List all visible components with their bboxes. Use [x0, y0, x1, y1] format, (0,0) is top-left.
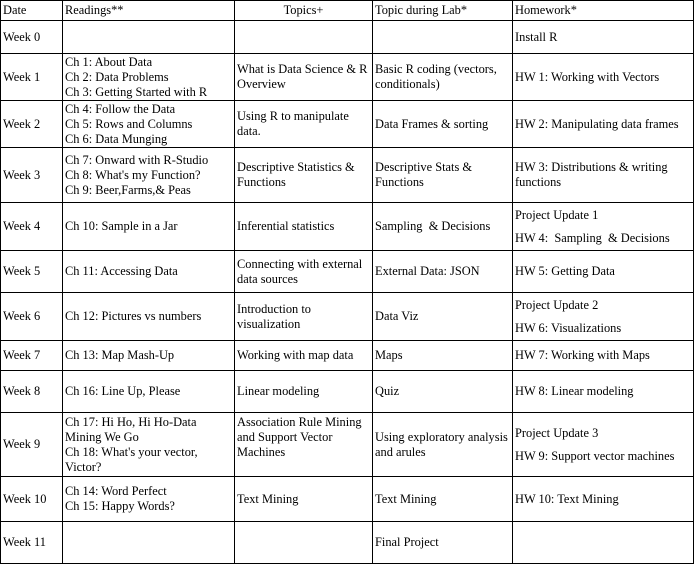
readings-cell — [63, 148, 235, 203]
lab-cell — [373, 21, 513, 54]
lab-text: Data Frames & sorting — [375, 116, 489, 131]
homework-cell — [513, 371, 694, 413]
topic-text: Descriptive Statistics & Functions — [237, 160, 355, 189]
readings-cell — [63, 203, 235, 251]
readings-cell — [63, 251, 235, 293]
topics-cell — [235, 293, 373, 341]
lab-cell — [373, 293, 513, 341]
homework-cell — [513, 203, 694, 251]
topics-cell — [235, 522, 373, 564]
lab-cell — [373, 371, 513, 413]
topics-cell — [235, 341, 373, 371]
topic-text: Inferential statistics — [237, 219, 335, 233]
homework-item: HW 10: Text Mining — [515, 491, 619, 506]
homework-cell — [513, 522, 694, 564]
homework-cell — [513, 101, 694, 148]
date-cell: Week 11 — [1, 522, 63, 564]
header-homework: Homework* — [513, 1, 694, 21]
lab-cell — [373, 413, 513, 477]
week-row — [1, 522, 694, 564]
lab-cell — [373, 101, 513, 148]
readings-cell — [63, 21, 235, 54]
lab-text: Basic R coding (vectors, conditionals) — [375, 62, 497, 91]
week-row — [1, 251, 694, 293]
date-cell: Week 5 — [1, 251, 63, 293]
lab-text: Maps — [375, 348, 403, 362]
homework-item: Project Update 1 — [515, 207, 599, 222]
week-row — [1, 413, 694, 477]
topic-text: What is Data Science & R Overview — [237, 62, 368, 91]
date-cell: Week 6 — [1, 293, 63, 341]
week-row — [1, 148, 694, 203]
reading-item: Ch 14: Word Perfect — [65, 484, 167, 498]
homework-item: HW 7: Working with Maps — [515, 348, 650, 362]
homework-item: HW 4: Sampling & Decisions — [515, 230, 670, 245]
week-row — [1, 54, 694, 101]
homework-item: Project Update 2 — [515, 297, 599, 312]
reading-item: Ch 3: Getting Started with R — [65, 84, 208, 99]
lab-text: Descriptive Stats & Functions — [375, 160, 473, 189]
reading-item: Ch 15: Happy Words? — [65, 499, 175, 513]
date-cell: Week 8 — [1, 371, 63, 413]
date-cell: Week 2 — [1, 101, 63, 148]
topic-text: Connecting with external data sources — [237, 256, 363, 286]
spacer — [515, 223, 691, 231]
topic-text: Working with map data — [237, 348, 354, 362]
homework-item: HW 8: Linear modeling — [515, 384, 634, 398]
lab-text: Text Mining — [375, 491, 437, 506]
lab-text: Final Project — [375, 535, 439, 549]
topic-text: Using R to manipulate data. — [237, 109, 349, 138]
topics-cell — [235, 54, 373, 101]
topic-text: Association Rule Mining and Support Vector Machines — [237, 415, 362, 459]
reading-item: Ch 9: Beer,Farms,& Peas — [65, 182, 191, 197]
reading-item: Ch 13: Map Mash-Up — [65, 348, 175, 362]
homework-item: HW 5: Getting Data — [515, 264, 615, 278]
week-row — [1, 477, 694, 522]
header-topics: Topics+ — [235, 1, 373, 21]
homework-cell — [513, 54, 694, 101]
lab-text: Sampling & Decisions — [375, 219, 491, 233]
reading-item: Ch 6: Data Munging — [65, 131, 168, 146]
lab-cell — [373, 477, 513, 522]
reading-item: Ch 5: Rows and Columns — [65, 116, 193, 131]
week-row — [1, 293, 694, 341]
week-row — [1, 101, 694, 148]
lab-text: Using exploratory analysis and arules — [375, 429, 508, 459]
homework-item: HW 1: Working with Vectors — [515, 69, 660, 84]
spacer — [515, 313, 691, 321]
topics-cell — [235, 148, 373, 203]
header-readings: Readings** — [63, 1, 235, 21]
reading-item: Ch 17: Hi Ho, Hi Ho-Data Mining We Go — [65, 414, 197, 444]
homework-item: HW 6: Visualizations — [515, 320, 622, 335]
week-row — [1, 371, 694, 413]
topic-text: Linear modeling — [237, 384, 320, 398]
topics-cell — [235, 21, 373, 54]
date-cell: Week 9 — [1, 413, 63, 477]
readings-cell — [63, 413, 235, 477]
reading-item: Ch 8: What's my Function? — [65, 167, 201, 182]
readings-cell — [63, 522, 235, 564]
lab-cell — [373, 251, 513, 293]
readings-cell — [63, 54, 235, 101]
lab-cell — [373, 341, 513, 371]
reading-item: Ch 11: Accessing Data — [65, 264, 178, 278]
readings-cell — [63, 341, 235, 371]
homework-item: Project Update 3 — [515, 425, 599, 440]
readings-cell — [63, 293, 235, 341]
homework-item: HW 3: Distributions & writing functions — [515, 160, 668, 189]
header-date: Date — [1, 1, 63, 21]
homework-cell — [513, 21, 694, 54]
readings-cell — [63, 477, 235, 522]
topics-cell — [235, 101, 373, 148]
reading-item: Ch 16: Line Up, Please — [65, 384, 181, 398]
date-cell: Week 10 — [1, 477, 63, 522]
date-cell: Week 3 — [1, 148, 63, 203]
reading-item: Ch 18: What's your vector, Victor? — [65, 444, 198, 474]
lab-text: External Data: JSON — [375, 264, 480, 278]
lab-cell — [373, 522, 513, 564]
lab-cell — [373, 203, 513, 251]
spacer — [515, 441, 691, 449]
topics-cell — [235, 477, 373, 522]
homework-item: HW 2: Manipulating data frames — [515, 116, 679, 131]
date-cell: Week 1 — [1, 54, 63, 101]
homework-cell — [513, 293, 694, 341]
date-cell: Week 0 — [1, 21, 63, 54]
lab-text: Quiz — [375, 384, 400, 398]
lab-cell — [373, 148, 513, 203]
header-row — [1, 1, 694, 21]
reading-item: Ch 10: Sample in a Jar — [65, 219, 178, 233]
lab-cell — [373, 54, 513, 101]
lab-text: Data Viz — [375, 309, 419, 323]
homework-cell — [513, 477, 694, 522]
topics-cell — [235, 371, 373, 413]
reading-item: Ch 12: Pictures vs numbers — [65, 309, 202, 323]
reading-item: Ch 1: About Data — [65, 54, 153, 69]
topic-text: Text Mining — [237, 491, 299, 506]
date-cell: Week 7 — [1, 341, 63, 371]
readings-cell — [63, 101, 235, 148]
homework-cell — [513, 148, 694, 203]
topics-cell — [235, 203, 373, 251]
week-row — [1, 21, 694, 54]
week-row — [1, 341, 694, 371]
homework-item: HW 9: Support vector machines — [515, 448, 675, 463]
date-cell: Week 4 — [1, 203, 63, 251]
homework-cell — [513, 251, 694, 293]
homework-cell — [513, 413, 694, 477]
topics-cell — [235, 251, 373, 293]
reading-item: Ch 7: Onward with R-Studio — [65, 152, 209, 167]
reading-item: Ch 4: Follow the Data — [65, 101, 176, 116]
homework-item: Install R — [515, 29, 558, 44]
topics-cell — [235, 413, 373, 477]
topic-text: Introduction to visualization — [237, 301, 311, 331]
week-row — [1, 203, 694, 251]
readings-cell — [63, 371, 235, 413]
homework-cell — [513, 341, 694, 371]
header-lab-topic: Topic during Lab* — [373, 1, 513, 21]
reading-item: Ch 2: Data Problems — [65, 69, 169, 84]
